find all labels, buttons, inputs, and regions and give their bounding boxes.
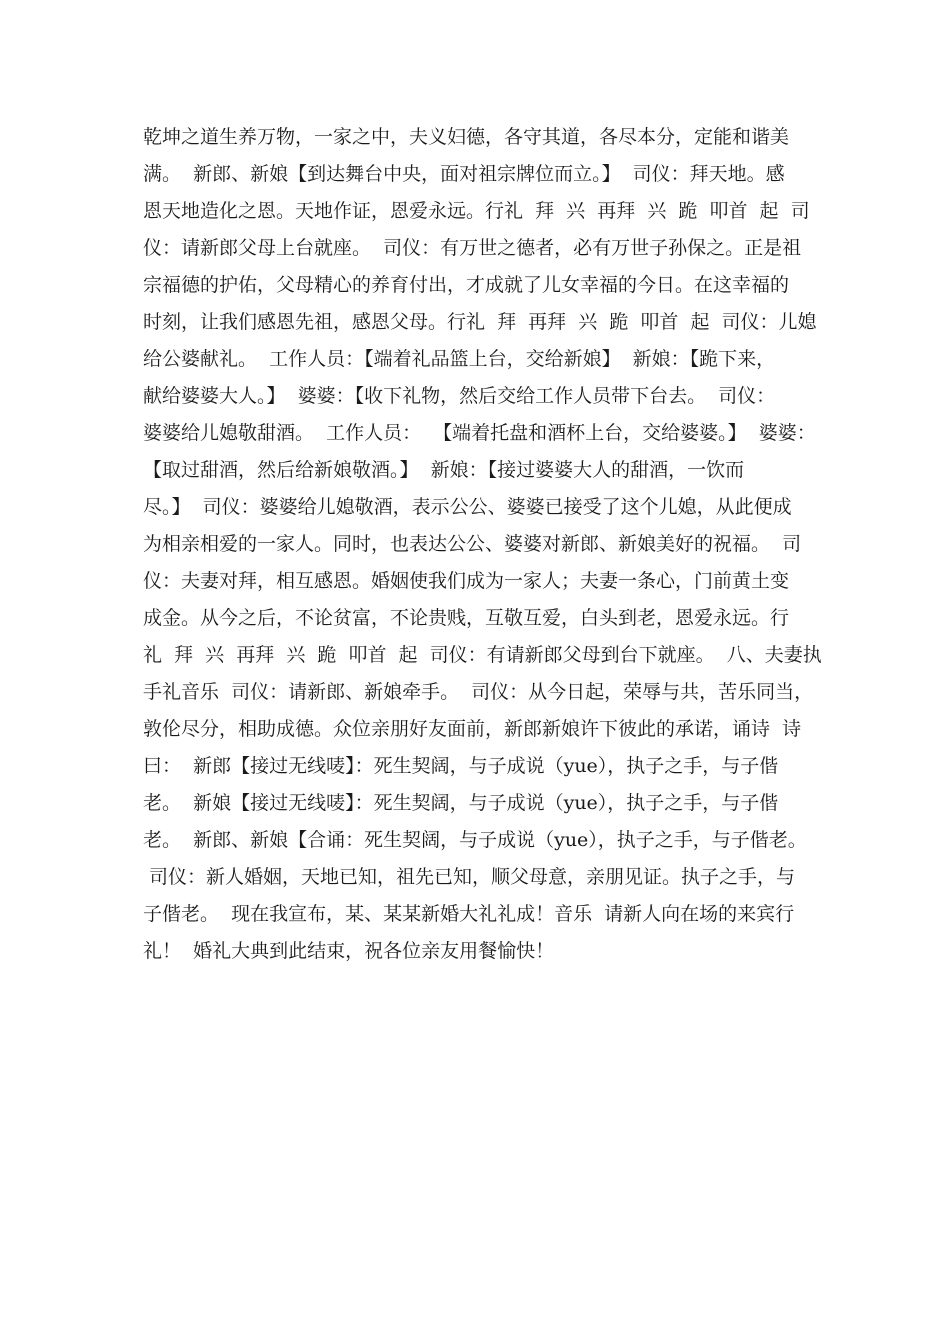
text-line: 司仪：新人婚姻，天地已知，祖先已知，顺父母意，亲朋见证。执子之手，与: [143, 866, 796, 888]
text-line: 手礼音乐 司仪：请新郎、新娘牵手。 司仪：从今日起，荣辱与共，苦乐同当，: [143, 681, 814, 703]
text-line: 礼 拜 兴 再拜 兴 跪 叩首 起 司仪：有请新郎父母到台下就座。 八、夫妻执: [143, 644, 822, 666]
text-line: 给公婆献礼。 工作人员：【端着礼品篮上台，交给新娘】 新娘：【跪下来，: [143, 348, 776, 370]
text-line: 成金。从今之后，不论贫富，不论贵贱，互敬互爱，白头到老，恩爱永远。行: [143, 607, 790, 629]
text-line: 老。 新郎、新娘【合诵：死生契阔，与子成说（yue），执子之手，与子偕老。: [143, 829, 807, 851]
text-line: 仪：请新郎父母上台就座。 司仪：有万世之德者，必有万世子孙保之。正是祖: [143, 237, 802, 259]
text-line: 仪：夫妻对拜，相互感恩。婚姻使我们成为一家人；夫妻一条心，门前黄土变: [143, 570, 790, 592]
text-line: 时刻，让我们感恩先祖，感恩父母。行礼 拜 再拜 兴 跪 叩首 起 司仪：儿媳: [143, 311, 817, 333]
text-line: 献给婆婆大人。】 婆婆：【收下礼物，然后交给工作人员带下台去。 司仪：: [143, 385, 776, 407]
text-line: 婆婆给儿媳敬甜酒。 工作人员： 【端着托盘和酒杯上台，交给婆婆。】 婆婆：: [143, 422, 816, 444]
text-line: 敦伦尽分，相助成德。众位亲朋好友面前，新郎新娘许下彼此的承诺，诵诗 诗: [143, 718, 802, 740]
text-line: 曰： 新郎【接过无线唛】：死生契阔，与子成说（yue），执子之手，与子偕: [143, 755, 779, 777]
text-line: 子偕老。 现在我宣布，某、某某新婚大礼礼成！音乐 请新人向在场的来宾行: [143, 903, 795, 925]
text-line: 老。 新娘【接过无线唛】：死生契阔，与子成说（yue），执子之手，与子偕: [143, 792, 779, 814]
text-line: 【取过甜酒，然后给新娘敬酒。】 新娘：【接过婆婆大人的甜酒，一饮而: [143, 459, 745, 481]
text-line: 恩天地造化之恩。天地作证，恩爱永远。行礼 拜 兴 再拜 兴 跪 叩首 起 司: [143, 200, 810, 222]
text-line: 满。 新郎、新娘【到达舞台中央，面对祖宗牌位而立。】 司仪：拜天地。感: [143, 163, 785, 185]
body-text: [143, 119, 843, 970]
text-line: 宗福德的护佑，父母精心的养育付出，才成就了儿女幸福的今日。在这幸福的: [143, 274, 790, 296]
text-line: 礼！ 婚礼大典到此结束，祝各位亲友用餐愉快！: [143, 940, 555, 962]
text-line: 尽。】 司仪：婆婆给儿媳敬酒，表示公公、婆婆已接受了这个儿媳，从此便成: [143, 496, 792, 518]
text-line: 乾坤之道生养万物，一家之中，夫义妇德，各守其道，各尽本分，定能和谐美: [143, 126, 790, 148]
text-line: 为相亲相爱的一家人。同时，也表达公公、婆婆对新郎、新娘美好的祝福。 司: [143, 533, 802, 555]
